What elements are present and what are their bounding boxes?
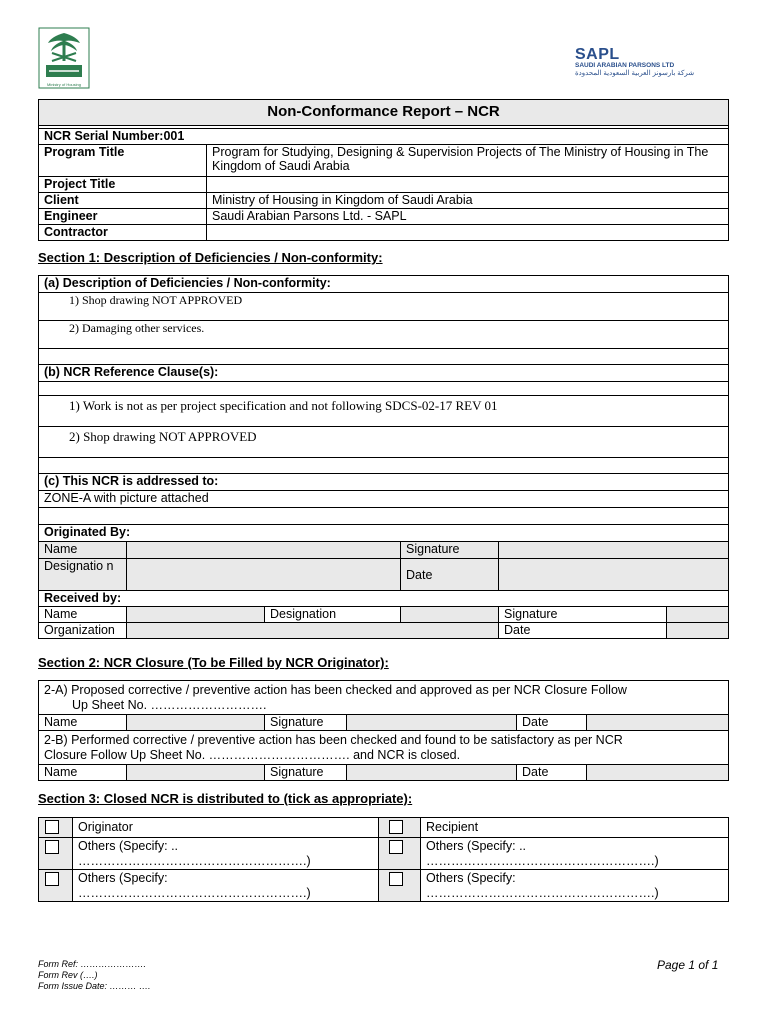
others-4-label: Others (Specify: — [426, 871, 516, 885]
others-checkbox-4[interactable] — [389, 872, 403, 886]
page-number: Page 1 of 1 — [657, 958, 719, 972]
closure-2b-name-label: Name — [39, 765, 127, 781]
others-field-1[interactable] — [73, 838, 379, 870]
receiver-signature-label: Signature — [499, 607, 667, 623]
receiver-name-field[interactable] — [127, 607, 265, 623]
others-checkbox-1[interactable] — [45, 840, 59, 854]
others-1-dots: ……………………………………………….) — [78, 854, 311, 868]
receiver-designation-field[interactable] — [401, 607, 499, 623]
project-title-label: Project Title — [39, 177, 207, 193]
section3-table — [38, 817, 729, 902]
closure-2a-name-label: Name — [39, 715, 127, 731]
originator-date-field[interactable] — [499, 559, 729, 591]
closure-2a-date-field[interactable] — [587, 715, 729, 731]
originator-designation-label: Designatio n — [39, 559, 127, 591]
ncr-serial-number: NCR Serial Number:001 — [39, 129, 729, 145]
contractor-label: Contractor — [39, 225, 207, 241]
received-by-label: Received by: — [39, 591, 729, 607]
section3-heading: Section 3: Closed NCR is distributed to (tick as appropriate): — [38, 791, 413, 806]
closure-2a-line1: 2-A) Proposed corrective / preventive action has been checked and approved as per NCR Closure Follow — [44, 683, 627, 697]
originated-by-label: Originated By: — [39, 525, 729, 542]
originator-name-label: Name — [39, 542, 127, 559]
addressed-to-label: (c) This NCR is addressed to: — [39, 474, 729, 491]
section1-table — [38, 275, 729, 639]
section2-heading: Section 2: NCR Closure (To be Filled by NCR Originator): — [38, 655, 389, 670]
others-field-4[interactable] — [421, 870, 729, 902]
form-ref: Form Ref: …………………. — [38, 959, 147, 969]
program-title-value: Program for Studying, Designing & Supervision Projects of The Ministry of Housing in The Kingdom of Saudi Arabia — [207, 145, 729, 177]
engineer-label: Engineer — [39, 209, 207, 225]
closure-2a-date-label: Date — [517, 715, 587, 731]
closure-2b-line1: 2-B) Performed corrective / preventive action has been checked and found to be satisfactory as per NCR — [44, 733, 623, 747]
closure-2b-date-label: Date — [517, 765, 587, 781]
others-2-dots: ……………………………………………….) — [426, 854, 659, 868]
others-field-3[interactable] — [73, 870, 379, 902]
closure-2a-text — [39, 681, 729, 715]
sapl-logo-name: SAPL — [575, 46, 620, 63]
report-title: Non-Conformance Report – NCR — [39, 100, 729, 126]
engineer-value: Saudi Arabian Parsons Ltd. - SAPL — [207, 209, 729, 225]
client-value: Ministry of Housing in Kingdom of Saudi Arabia — [207, 193, 729, 209]
others-4-dots: ……………………………………………….) — [426, 886, 659, 900]
closure-2a-signature-label: Signature — [265, 715, 347, 731]
program-title-label: Program Title — [39, 145, 207, 177]
form-rev: Form Rev (….) — [38, 970, 98, 980]
others-checkbox-2[interactable] — [389, 840, 403, 854]
section1-heading: Section 1: Description of Deficiencies / Non-conformity: — [38, 250, 383, 265]
others-checkbox-3[interactable] — [45, 872, 59, 886]
ministry-logo-caption: Ministry of Housing — [46, 82, 81, 87]
closure-2a-line2: Up Sheet No. ………………………. — [72, 698, 267, 712]
ncr-header-table — [38, 99, 729, 241]
recipient-checkbox[interactable] — [389, 820, 403, 834]
originator-label: Originator — [73, 818, 379, 838]
recipient-label: Recipient — [421, 818, 729, 838]
reference-clause-item-1: 1) Work is not as per project specification and not following SDCS-02-17 REV 01 — [39, 396, 729, 427]
client-label: Client — [39, 193, 207, 209]
receiver-date-label: Date — [499, 623, 667, 639]
sapl-logo-subtitle-en: SAUDI ARABIAN PARSONS LTD — [575, 62, 675, 69]
closure-2b-signature-label: Signature — [265, 765, 347, 781]
addressed-to-value: ZONE-A with picture attached — [39, 491, 729, 508]
closure-2b-text — [39, 731, 729, 765]
receiver-organization-label: Organization — [39, 623, 127, 639]
description-item-1: 1) Shop drawing NOT APPROVED — [39, 293, 729, 321]
ministry-logo — [38, 27, 90, 89]
originator-checkbox[interactable] — [45, 820, 59, 834]
section2-table — [38, 680, 729, 781]
receiver-signature-field[interactable] — [667, 607, 729, 623]
closure-2b-date-field[interactable] — [587, 765, 729, 781]
originator-date-label: Date — [401, 559, 499, 591]
sapl-logo-subtitle-ar: شركة بارسونز العربية السعودية المحدودة — [575, 70, 695, 77]
receiver-organization-field[interactable] — [127, 623, 499, 639]
others-2-label: Others (Specify: .. — [426, 839, 527, 853]
reference-clause-label: (b) NCR Reference Clause(s): — [39, 365, 729, 382]
description-item-2: 2) Damaging other services. — [39, 321, 729, 349]
project-title-value — [207, 177, 729, 193]
originator-designation-field[interactable] — [127, 559, 401, 591]
originator-signature-label: Signature — [401, 542, 499, 559]
description-label: (a) Description of Deficiencies / Non-conformity: — [39, 276, 729, 293]
reference-clause-item-2: 2) Shop drawing NOT APPROVED — [39, 427, 729, 458]
others-1-label: Others (Specify: .. — [78, 839, 179, 853]
form-issue-date: Form Issue Date: ……… …. — [38, 981, 151, 991]
contractor-value — [207, 225, 729, 241]
closure-2a-signature-field[interactable] — [347, 715, 517, 731]
receiver-designation-label: Designation — [265, 607, 401, 623]
others-field-2[interactable] — [421, 838, 729, 870]
closure-2b-name-field[interactable] — [127, 765, 265, 781]
closure-2a-name-field[interactable] — [127, 715, 265, 731]
others-3-label: Others (Specify: — [78, 871, 168, 885]
closure-2b-signature-field[interactable] — [347, 765, 517, 781]
receiver-name-label: Name — [39, 607, 127, 623]
receiver-date-field[interactable] — [667, 623, 729, 639]
others-3-dots: ……………………………………………….) — [78, 886, 311, 900]
closure-2b-line2: Closure Follow Up Sheet No. ……………………………. and NCR is closed. — [44, 748, 461, 762]
originator-name-field[interactable] — [127, 542, 401, 559]
originator-signature-field[interactable] — [499, 542, 729, 559]
